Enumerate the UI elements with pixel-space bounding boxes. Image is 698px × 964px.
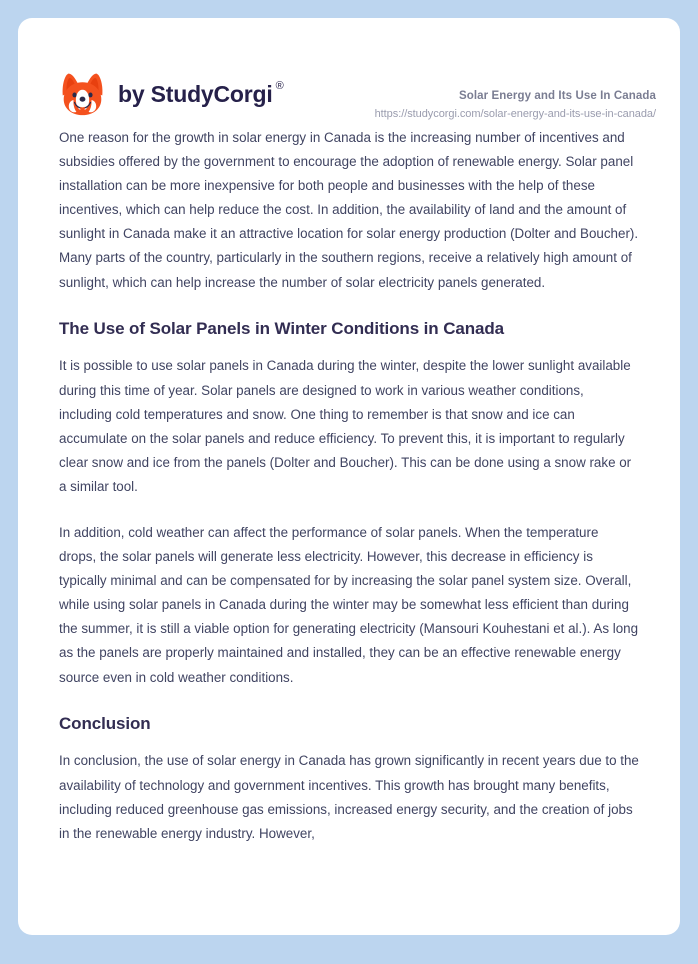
- document-meta: [236, 88, 656, 123]
- document-paper: [18, 18, 680, 935]
- section-heading-winter-conditions: The Use of Solar Panels in Winter Conditions in Canada: [59, 318, 505, 338]
- paragraph: In conclusion, the use of solar energy in Canada has grown significantly in recent years due to the availability of technology and government incentives. This growth has brought many benefits, including reduced greenhouse gas emissions, increased energy security, and the creation of jobs in the renewable energy industry. However,: [59, 753, 639, 841]
- paragraph: It is possible to use solar panels in Canada during the winter, despite the lower sunlight available during this time of year. Solar panels are designed to work in various weather conditions, including cold temperatures and snow. One thing to remember is that snow and ice can accumulate on the solar panels and reduce efficiency. To prevent this, it is important to regularly clear snow and ice from the panels (Dolter and Boucher). This can be done using a snow rake or a similar tool.: [59, 358, 632, 494]
- document-body: [18, 126, 680, 846]
- registered-trademark-icon: ®: [275, 80, 284, 92]
- paragraph: In addition, cold weather can affect the performance of solar panels. When the temperature drops, the solar panels will generate less electricity. However, this decrease in efficiency is typically minimal and can be compensated for by increasing the solar panel system size. Overall, while using solar panels in Canada during the winter may be somewhat less efficient than during the summer, it is still a viable option for generating electricity (Mansouri Kouhestani et al.). As long as the panels are properly maintained and installed, they can be an effective renewable energy source even in cold weather conditions.: [59, 525, 639, 685]
- brand-name-text: by StudyCorgi: [118, 81, 273, 107]
- paragraph: One reason for the growth in solar energy in Canada is the increasing number of incentives and subsidies offered by the government to encourage the adoption of renewable energy. Solar panel installation can be more inexpensive for both people and businesses with the help of these incentives, which can help reduce the cost. In addition, the availability of land and the amount of sunlight in Canada make it an attractive location for solar energy production (Dolter and Boucher). Many parts of the country, particularly in the southern regions, receive a relatively high amount of sunlight, which can help increase the number of solar electricity panels generated.: [59, 130, 639, 290]
- document-source-url[interactable]: https://studycorgi.com/solar-energy-and-its-use-in-canada/: [374, 107, 656, 120]
- section-heading-conclusion: Conclusion: [59, 713, 151, 733]
- document-header: [18, 18, 680, 126]
- document-title: Solar Energy and Its Use In Canada: [458, 90, 656, 102]
- corgi-face-icon: [59, 71, 106, 118]
